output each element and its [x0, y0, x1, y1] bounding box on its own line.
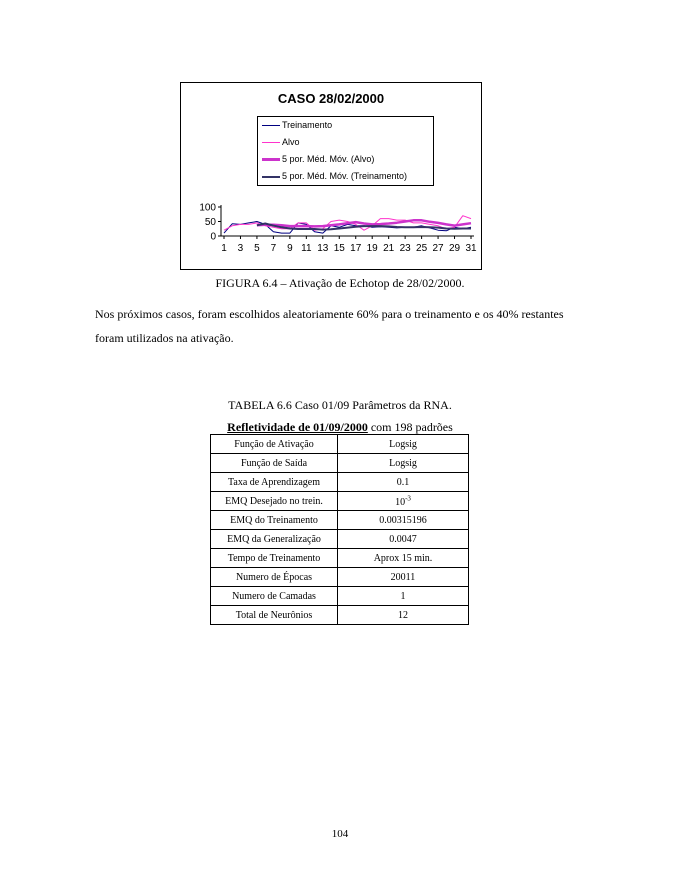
table-row	[211, 568, 469, 587]
chart-frame	[180, 82, 482, 270]
legend-label: 5 por. Méd. Móv. (Alvo)	[282, 154, 375, 164]
param-name: EMQ Desejado no trein.	[211, 492, 338, 511]
x-tick-label: 7	[270, 243, 277, 254]
table-title: TABELA 6.6 Caso 01/09 Parâmetros da RNA.	[228, 398, 452, 412]
x-tick-label: 31	[465, 243, 477, 254]
x-tick-label: 23	[399, 243, 411, 254]
chart-title: CASO 28/02/2000	[277, 91, 385, 106]
param-value-superscript: $10^{-3}$	[395, 494, 411, 508]
table-row	[211, 511, 469, 530]
x-tick-label: 19	[366, 243, 378, 254]
line-chart-plot	[181, 83, 481, 269]
x-tick-label: 1	[221, 243, 227, 254]
table-row	[211, 454, 469, 473]
x-tick-label: 15	[333, 243, 345, 254]
table-row	[211, 473, 469, 492]
param-value: 20011	[338, 568, 469, 587]
param-name: Função de Saída	[211, 454, 338, 473]
legend-label: 5 por. Méd. Móv. (Treinamento)	[282, 171, 408, 181]
page-number: 104	[331, 828, 349, 840]
y-tick-label: 0	[210, 231, 216, 243]
table-row	[211, 549, 469, 568]
param-value: Aprox 15 min.	[338, 549, 469, 568]
table-row	[211, 435, 469, 454]
body-paragraph: Nos próximos casos, foram escolhidos aleatoriamente 60% para o treinamento e os 40% restantes foram utilizados na ativação.	[95, 307, 564, 345]
table-row	[211, 492, 469, 511]
param-value: 0.1	[338, 473, 469, 492]
x-tick-label: 29	[448, 243, 461, 254]
param-value: Logsig	[338, 454, 469, 473]
x-tick-label: 21	[383, 243, 395, 254]
param-name: Numero de Épocas	[211, 568, 338, 587]
param-name: Total de Neurônios	[211, 606, 338, 625]
x-tick-label: 25	[416, 243, 428, 254]
legend-label: Alvo	[282, 137, 300, 147]
x-tick-label: 27	[432, 243, 444, 254]
param-value	[338, 492, 469, 511]
table-subtitle-bold: Refletividade de 01/09/2000	[227, 420, 368, 434]
param-name: Numero de Camadas	[211, 587, 338, 606]
y-tick-label: 100	[199, 202, 216, 214]
exponent: -3	[405, 494, 411, 503]
figure-caption: FIGURA 6.4 – Ativação de Echotop de 28/02/2000.	[215, 276, 465, 290]
x-tick-label: 3	[237, 243, 244, 254]
x-tick-label: 13	[317, 243, 329, 254]
x-tick-label: 5	[254, 243, 260, 254]
x-tick-label: 9	[287, 243, 293, 254]
param-value: 0.00315196	[338, 511, 469, 530]
param-value: 1	[338, 587, 469, 606]
legend-label: Treinamento	[282, 120, 333, 130]
x-tick-label: 17	[350, 243, 362, 254]
table-row	[211, 606, 469, 625]
table-subtitle	[0, 420, 680, 435]
param-value: Logsig	[338, 435, 469, 454]
param-name: EMQ da Generalização	[211, 530, 338, 549]
param-value: 0.0047	[338, 530, 469, 549]
param-name: Taxa de Aprendizagem	[211, 473, 338, 492]
param-name: Função de Ativação	[211, 435, 338, 454]
table-row	[211, 530, 469, 549]
table-subtitle-rest: com 198 padrões	[367, 420, 453, 434]
parameters-table	[210, 434, 469, 625]
x-tick-label: 11	[301, 243, 312, 254]
param-name: EMQ do Treinamento	[211, 511, 338, 530]
param-value: 12	[338, 606, 469, 625]
table-row	[211, 587, 469, 606]
param-name: Tempo de Treinamento	[211, 549, 338, 568]
y-tick-label: 50	[204, 217, 216, 228]
